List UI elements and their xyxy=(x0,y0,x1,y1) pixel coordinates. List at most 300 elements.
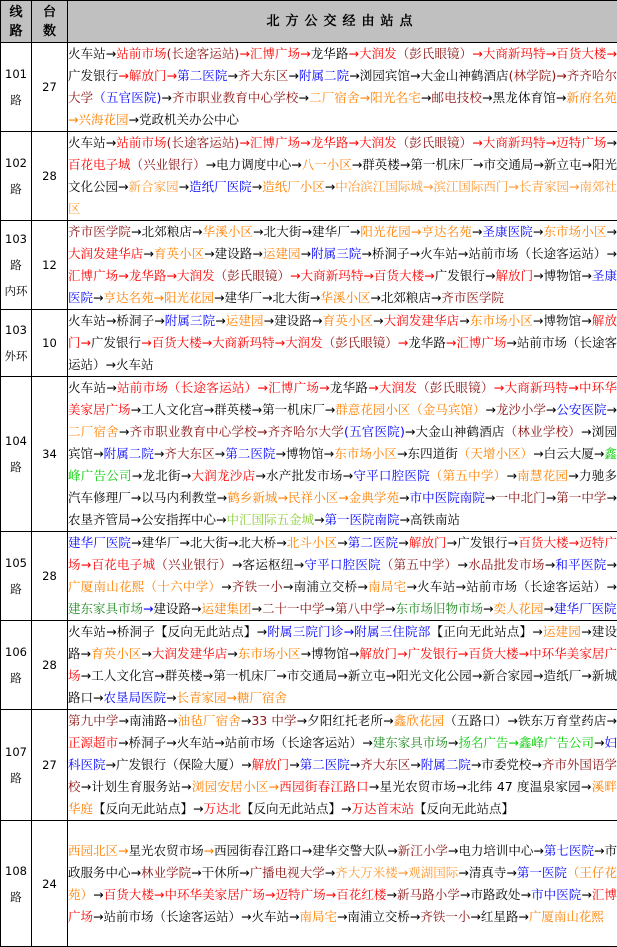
stop-segment: →桥洞子→火车站→站前市场（长途客运站）→ xyxy=(118,735,373,750)
stop-segment: 解放门 xyxy=(252,757,290,772)
stop-segment: →广发银行（保险大厦）→ xyxy=(106,757,252,772)
stop-segment: 汇博广场→龙华路→大润发 xyxy=(68,268,215,283)
stop-segment: →大润发 xyxy=(348,46,396,61)
route-row xyxy=(1,221,617,310)
stop-segment: → xyxy=(215,313,225,328)
stop-segment: 鑫欣花园 xyxy=(394,713,445,728)
route-line-label: 104 xyxy=(5,434,27,448)
stop-segment: →水产批发市场→ xyxy=(255,468,353,483)
stop-segment: 附属三院 xyxy=(311,246,361,261)
stop-segment: 守平口腔医院 xyxy=(353,468,430,483)
header-stops-column: 北方公交经由站点 xyxy=(68,1,617,43)
route-line-label: 路 xyxy=(10,258,22,272)
stop-segment: →汇博广场 xyxy=(446,335,507,350)
stop-segment: 龙沙小学 xyxy=(496,402,546,417)
stop-segment: 第一医院南院 xyxy=(324,512,399,527)
stop-segment: 第一医院 xyxy=(517,865,567,880)
stop-segment: 附属二院 xyxy=(421,757,471,772)
stop-segment: →建设路→ xyxy=(264,313,323,328)
route-line-label: 路 xyxy=(10,582,22,596)
stop-segment: （彭氏眼镜） xyxy=(397,46,472,61)
stop-segment: → xyxy=(119,424,129,439)
stop-segment: （兴业银行） xyxy=(155,557,232,572)
stop-segment: →工人文化宫→群英楼→第一机床厂→ xyxy=(131,402,336,417)
stop-segment: →浏园宾馆→ xyxy=(68,424,617,461)
stop-segment: → xyxy=(399,490,409,505)
stop-segment: 西园北区→ xyxy=(68,843,129,858)
stop-segment: 溪畔华庭 xyxy=(68,779,617,816)
stop-segment: 阳光花园→亨达名苑 xyxy=(360,224,472,239)
stop-segment: →市政服务中心→ xyxy=(68,843,617,880)
route-line-label: 107 xyxy=(5,745,27,759)
route-bus-count: 34 xyxy=(32,377,68,532)
route-row xyxy=(1,132,617,221)
stop-segment: →广发银行→ xyxy=(447,535,518,550)
stop-segment: 北斗小区 xyxy=(287,535,338,550)
stop-segment: → xyxy=(166,690,176,705)
stop-segment: → xyxy=(221,579,231,594)
stop-segment: 运建园 xyxy=(543,624,581,639)
stop-segment: →解放门→ xyxy=(118,68,177,83)
stop-segment: →市路政处→ xyxy=(460,887,531,902)
route-line-cell xyxy=(1,132,32,221)
stop-segment: 广发银行 xyxy=(68,68,118,83)
stop-segment: 二厂宿舍 xyxy=(68,424,119,439)
header-line-label-2: 路 xyxy=(9,24,22,39)
stop-segment: 华溪小区 xyxy=(320,290,370,305)
stop-segment: 建华厂医院 xyxy=(554,601,617,616)
stop-segment: → xyxy=(373,313,383,328)
stop-segment: →电力调度中心→ xyxy=(206,157,302,172)
stop-segment: 火车站→ xyxy=(68,135,116,150)
stop-segment: → xyxy=(472,224,482,239)
stop-segment: → xyxy=(252,601,262,616)
stop-segment: → xyxy=(143,246,153,261)
routes-body xyxy=(1,43,617,947)
stop-segment: →红星路→ xyxy=(470,909,528,924)
stop-segment: 大润发建华店 xyxy=(152,646,227,661)
route-line-label: 路 xyxy=(10,671,22,685)
stop-segment: →北大街→建华厂→ xyxy=(253,224,360,239)
stop-segment: → xyxy=(298,90,308,105)
header-count-label-2: 数 xyxy=(43,24,56,39)
stop-segment: 亨达名苑→阳光花园 xyxy=(104,290,214,305)
stop-segment: →干休所→ xyxy=(191,865,250,880)
stop-segment: → xyxy=(289,757,299,772)
stop-segment: → xyxy=(241,713,251,728)
stop-segment: 汇博广场 xyxy=(68,887,617,924)
stop-segment: →汇博广场→ xyxy=(239,46,310,61)
stop-segment: 附属三院 xyxy=(165,313,216,328)
stop-segment: →南浦路→ xyxy=(119,713,178,728)
stop-segment: 第八中学 xyxy=(335,601,385,616)
stop-segment: → xyxy=(398,335,408,350)
stop-segment: →市委党校→ xyxy=(471,757,542,772)
stop-segment: 建设路→ xyxy=(154,601,202,616)
stop-segment: 第二医院 xyxy=(177,68,227,83)
stop-segment: → xyxy=(581,887,591,902)
stop-segment: 育英小区 xyxy=(323,313,374,328)
stop-segment: →龙北街→ xyxy=(132,468,191,483)
stop-segment: →建设路→ xyxy=(204,246,263,261)
stop-segment: 邮电技校 xyxy=(431,90,482,105)
stop-segment: →站前市场（长途客运站）→火车站→ xyxy=(93,909,299,924)
route-line-label: 102 xyxy=(5,156,27,170)
stop-segment: （五路口）→铁东万育堂药店→ xyxy=(444,713,617,728)
stop-segment: 星光农贸市场 xyxy=(129,843,204,858)
stop-segment: 育英小区 xyxy=(91,646,141,661)
stop-segment: 第七医院 xyxy=(544,843,594,858)
stop-segment: 二十一中学 xyxy=(262,601,325,616)
stop-segment: →建华厂→北大街→ xyxy=(214,290,320,305)
stop-segment: 运建园 xyxy=(226,313,264,328)
stop-segment: → xyxy=(544,601,554,616)
stop-segment: → xyxy=(386,887,396,902)
route-bus-count: 28 xyxy=(32,621,68,710)
stop-segment: (五官医院) xyxy=(344,424,405,439)
stop-segment: 附属二院 xyxy=(299,68,349,83)
route-line-label: 106 xyxy=(5,645,27,659)
stop-segment: 鹤乡新城→民祥小区→金典学苑 xyxy=(227,490,399,505)
stop-segment: 长青家园→糖厂宿舍 xyxy=(176,690,286,705)
header-line-column xyxy=(1,1,32,43)
route-bus-count: 10 xyxy=(32,310,68,377)
stop-segment: →客运枢纽→ xyxy=(232,557,304,572)
stop-segment: → xyxy=(607,135,617,150)
stop-segment: 建东家具市场 xyxy=(68,601,143,616)
stop-segment: → xyxy=(398,535,408,550)
stop-segment: 火车站→ xyxy=(68,380,117,395)
stop-segment: 齐市职业教育中心学校→齐齐哈尔大学 xyxy=(129,424,344,439)
header-line-label-1: 线 xyxy=(9,5,22,20)
stop-segment: → xyxy=(325,179,335,194)
stop-segment: → xyxy=(506,468,516,483)
stop-segment: 火车站→桥洞子【反向无此站点】→ xyxy=(68,624,267,639)
stop-segment: 公安医院 xyxy=(556,402,606,417)
stop-segment: → xyxy=(143,601,153,616)
stop-segment: →桥洞子→火车站→站前市场（长途客运站） xyxy=(361,246,606,261)
stop-segment: 扬名广告→鑫峰广告公司 xyxy=(458,735,594,750)
route-row xyxy=(1,821,617,947)
stop-segment: 齐大东区 xyxy=(360,757,410,772)
route-stops-cell xyxy=(68,132,617,221)
stop-segment: （彭氏眼镜） xyxy=(397,135,472,150)
stop-segment: 龙华路 xyxy=(330,380,369,395)
stop-segment: 造纸厂小区 xyxy=(262,179,325,194)
stop-segment: →建华厂→北大街→北大桥→ xyxy=(131,535,287,550)
stop-segment: 火车站→桥洞子→ xyxy=(68,313,165,328)
stop-segment: (长途客运站) xyxy=(167,46,240,61)
stop-segment: →计划生育服务站→ xyxy=(81,779,192,794)
route-line-label: 内环 xyxy=(5,284,28,298)
stop-segment: →南浦立交桥→ xyxy=(337,909,420,924)
stop-segment: → xyxy=(457,557,467,572)
stop-segment: → xyxy=(483,601,493,616)
route-bus-count: 28 xyxy=(32,132,68,221)
stop-segment: → xyxy=(485,490,495,505)
stop-segment: → xyxy=(179,179,189,194)
route-stops-cell xyxy=(68,621,617,710)
route-line-label: 103 xyxy=(5,323,27,337)
stop-segment: 西园街春江路口→建华交警大队→ xyxy=(214,843,398,858)
stop-segment: 齐大万米楼→观湖国际 xyxy=(335,865,458,880)
route-stops-cell xyxy=(68,821,617,947)
stop-segment: → xyxy=(485,402,495,417)
route-stops-cell xyxy=(68,532,617,621)
stop-segment: 【反向无此站点】→ xyxy=(93,801,203,816)
stop-segment: 华溪小区 xyxy=(203,224,254,239)
stop-segment: → xyxy=(325,601,335,616)
stop-segment: →群英楼→第一机床厂→市交通局→新立屯→阳光文化公园→ xyxy=(68,157,617,194)
stop-segment: →汇博广场→龙华路→大润发 xyxy=(239,135,396,150)
stop-segment: 南局宅 xyxy=(368,579,407,594)
route-line-label: 路 xyxy=(10,460,22,474)
stop-segment: 油毡厂宿舍 xyxy=(178,713,241,728)
stop-segment: → xyxy=(154,446,164,461)
route-line-label: 108 xyxy=(5,864,27,878)
stop-segment: 广发银行→ xyxy=(435,268,496,283)
route-line-cell xyxy=(1,43,32,132)
stop-segment: 解放门→ xyxy=(68,313,617,350)
stop-segment: →大金山神鹤酒店 xyxy=(405,424,505,439)
route-stops-cell xyxy=(68,377,617,532)
stop-segment: 广厦南山花熙 xyxy=(529,909,604,924)
stop-segment: 建东家具市场 xyxy=(373,735,448,750)
stop-segment: → xyxy=(325,865,335,880)
stop-segment: 妇科医院 xyxy=(68,735,617,772)
stop-segment: →工人文化宫→群英楼→第一机床厂→市交通局→新立屯→阳光文化公园→新合家园→造纸厂→新城路口→ xyxy=(68,668,617,705)
stop-segment: → xyxy=(606,557,616,572)
route-row xyxy=(1,621,617,710)
stop-segment: →大商新玛特→百货大楼→ xyxy=(290,268,435,283)
route-line-cell xyxy=(1,221,32,310)
stop-segment: → xyxy=(448,735,458,750)
stop-segment: 33 中学 xyxy=(251,713,296,728)
stop-segment: 南局宅 xyxy=(299,909,337,924)
stop-segment: →浏园宾馆→大金山神鹤酒店 xyxy=(349,68,508,83)
route-stops-cell xyxy=(68,710,617,821)
route-stops-cell xyxy=(68,43,617,132)
stop-segment: （彭氏眼镜） xyxy=(417,380,494,395)
stop-segment: → xyxy=(410,757,420,772)
stop-segment: （天增小区） xyxy=(458,446,533,461)
stop-segment: →力驰多汽车修理厂→以马内利教堂→ xyxy=(68,468,617,505)
stop-segment: 运建集团 xyxy=(201,601,251,616)
stop-segment: 新合家园 xyxy=(129,179,179,194)
stop-segment: →农垦齐管局→公安指挥中心→ xyxy=(68,490,617,527)
route-row xyxy=(1,532,617,621)
stop-segment: → xyxy=(141,646,151,661)
stop-segment: 龙华路 xyxy=(311,46,349,61)
route-line-label: 外环 xyxy=(5,349,28,363)
stop-segment: （彭氏眼镜） xyxy=(215,268,290,283)
stop-segment: → xyxy=(161,90,171,105)
stop-segment: 林业学院 xyxy=(141,865,191,880)
stop-segment: （林业学校） xyxy=(505,424,581,439)
route-row xyxy=(1,43,617,132)
stop-segment: → xyxy=(421,90,431,105)
stop-segment: 齐大东区 xyxy=(238,68,288,83)
stop-segment: →大润发 xyxy=(368,380,417,395)
stop-segment: 百货大楼→迈特广场→百花电子城 xyxy=(68,535,617,572)
header-count-column xyxy=(32,1,68,43)
stop-segment: →大商新玛特→百货大楼→ xyxy=(472,46,617,61)
stop-segment: 东市场小区 xyxy=(470,313,533,328)
stop-segment: → xyxy=(337,535,347,550)
stop-segment: 八一小区 xyxy=(302,157,352,172)
header-count-label-1: 台 xyxy=(43,5,56,20)
stop-segment: → xyxy=(93,290,103,305)
stop-segment: （五官医院) xyxy=(93,90,161,105)
stop-segment: →清真寺→ xyxy=(458,865,517,880)
route-line-cell xyxy=(1,310,32,377)
stop-segment: → xyxy=(252,179,262,194)
stop-segment: 广厦南山花熙（十六中学） xyxy=(68,579,221,594)
stop-segment: → xyxy=(385,601,395,616)
route-line-label: 路 xyxy=(10,93,22,107)
stop-segment: →北郊粮店→ xyxy=(370,290,441,305)
stop-segment: → xyxy=(204,843,214,858)
stop-segment: →站前市场（长途客运站）→火车站 xyxy=(68,335,617,372)
route-line-label: 105 xyxy=(5,556,27,570)
route-line-label: 103 xyxy=(5,232,27,246)
stop-segment: 齐市外国语学校 xyxy=(68,757,617,794)
stop-segment: 东市场小区 xyxy=(238,646,301,661)
stop-segment: （王仔花苑） xyxy=(68,865,617,902)
stop-segment: 广发银行 xyxy=(91,335,141,350)
stop-segment: →东四道街 xyxy=(397,446,458,461)
stop-segment: 齐大东区 xyxy=(164,446,214,461)
stop-segment: 站前市场 xyxy=(116,135,166,150)
stop-segment: 运建园 xyxy=(263,246,301,261)
stop-segment: 浏园安居小区→ xyxy=(192,779,279,794)
stop-segment: 站前市场 xyxy=(116,46,166,61)
stop-segment: 广播电视大学 xyxy=(250,865,325,880)
stop-segment: →南浦立交桥→ xyxy=(283,579,368,594)
stop-segment: 农垦局医院 xyxy=(103,690,166,705)
route-row xyxy=(1,710,617,821)
stop-segment: 齐市医学院 xyxy=(68,224,131,239)
stop-segment: 齐铁一小 xyxy=(232,579,283,594)
stop-segment: 东市场小区 xyxy=(543,224,606,239)
stop-segment: 二厂宿舍→阳光名宅 xyxy=(309,90,421,105)
route-line-cell xyxy=(1,710,32,821)
stop-segment: 群意花园小区（金马宾馆） xyxy=(335,402,485,417)
stop-segment: →建设路→ xyxy=(68,624,617,661)
route-bus-count: 28 xyxy=(32,532,68,621)
stop-segment: 新府名苑→兴海花园 xyxy=(68,90,617,127)
stop-segment: 【正向无此站点】→ xyxy=(431,624,543,639)
route-bus-count: 27 xyxy=(32,43,68,132)
stop-segment: 市中医院 xyxy=(531,887,581,902)
stop-segment: (长途客运站) xyxy=(167,135,240,150)
stop-segment: （第五中学） xyxy=(430,468,507,483)
stop-segment: 解放门→广发银行→百货大楼→中环华美家居广场 xyxy=(68,646,617,683)
stop-segment: 市中医院南院 xyxy=(410,490,485,505)
stop-segment: 和平医院 xyxy=(555,557,606,572)
stop-segment: → xyxy=(301,246,311,261)
stop-segment: 第九中学 xyxy=(68,713,119,728)
stop-segment: 新江小学 xyxy=(398,843,448,858)
stop-segment: → xyxy=(93,887,103,902)
route-line-label: 101 xyxy=(5,67,27,81)
stop-segment: 附属三院门诊→附属三住院部 xyxy=(267,624,430,639)
stop-segment: 第二医院 xyxy=(348,535,399,550)
stop-segment: 第二医院 xyxy=(300,757,350,772)
route-row xyxy=(1,377,617,532)
stop-segment: →大商新玛特→迈特广场 xyxy=(472,135,606,150)
route-line-cell xyxy=(1,821,32,947)
stop-segment: 【反向无此站点】 xyxy=(414,801,514,816)
stop-segment: → xyxy=(594,735,604,750)
stop-segment: →大商新玛特→中环华美家居广场 xyxy=(68,380,617,417)
stop-segment: 圣康医院 xyxy=(68,268,617,305)
stop-segment: 造纸厂医院 xyxy=(189,179,252,194)
stop-segment: →火车站→站前市场（长途客运站）→ xyxy=(406,579,617,594)
stop-segment: 万达首末站 xyxy=(352,801,415,816)
stop-segment: 【反向无此站点】→ xyxy=(241,801,351,816)
stop-segment: 一中北门 xyxy=(495,490,545,505)
stop-segment: → xyxy=(606,246,616,261)
stop-segment: 育英小区 xyxy=(154,246,204,261)
stop-segment: 解放门 xyxy=(409,535,447,550)
stop-segment: 圣康医院 xyxy=(482,224,533,239)
stop-segment: →白云大厦→ xyxy=(533,446,604,461)
stop-segment: →博物馆→ xyxy=(275,446,334,461)
stop-segment: 东市场旧物市场 xyxy=(395,601,483,616)
stop-segment: 奕人花园 xyxy=(493,601,543,616)
stop-segment: →博物馆→ xyxy=(533,313,592,328)
stop-segment: 解放门 xyxy=(495,268,533,283)
route-line-cell xyxy=(1,532,32,621)
stop-segment: （第五中学） xyxy=(381,557,458,572)
stop-segment: → xyxy=(546,490,556,505)
stop-segment: → xyxy=(546,402,556,417)
route-bus-count: 27 xyxy=(32,710,68,821)
stop-segment: 齐市医学院 xyxy=(441,290,504,305)
stop-segment: 大润发建华店 xyxy=(68,246,143,261)
stop-segment: → xyxy=(227,68,237,83)
stop-segment: 南慧花园 xyxy=(517,468,568,483)
stop-segment: → xyxy=(545,557,555,572)
route-row xyxy=(1,310,617,377)
stop-segment: →百货大楼→大商新玛特→大润发 xyxy=(141,335,323,350)
route-stops-cell xyxy=(68,221,617,310)
stop-segment: → xyxy=(215,446,225,461)
stop-segment: （兴业银行） xyxy=(131,157,206,172)
stop-segment: 龙华路 xyxy=(408,335,446,350)
route-bus-count: 12 xyxy=(32,221,68,310)
route-line-label: 路 xyxy=(10,771,22,785)
stop-segment: 新马路小学 xyxy=(397,887,460,902)
stop-segment: → xyxy=(314,512,324,527)
stop-segment: →黑龙体育馆→ xyxy=(482,90,566,105)
route-line-cell xyxy=(1,377,32,532)
stop-segment: 万达北 xyxy=(204,801,242,816)
stop-segment: 鑫峰广告公司 xyxy=(68,446,617,483)
stop-segment: →博物馆→ xyxy=(301,646,360,661)
stop-segment: →党政机关办公中心 xyxy=(128,112,238,127)
stop-segment: 东市场小区 xyxy=(334,446,397,461)
stop-segment: 正源超市 xyxy=(68,735,118,750)
stop-segment: →高铁南站 xyxy=(399,512,459,527)
table-header-row xyxy=(1,1,617,43)
stop-segment: 齐铁一小 xyxy=(420,909,470,924)
stop-segment: 中冶滨江国际城→滨江国际西门→长青家园→南郊社区 xyxy=(68,179,617,216)
stop-segment: →博物馆→ xyxy=(533,268,592,283)
stop-segment: → xyxy=(227,646,237,661)
stop-segment: 建华厂医院 xyxy=(68,535,131,550)
